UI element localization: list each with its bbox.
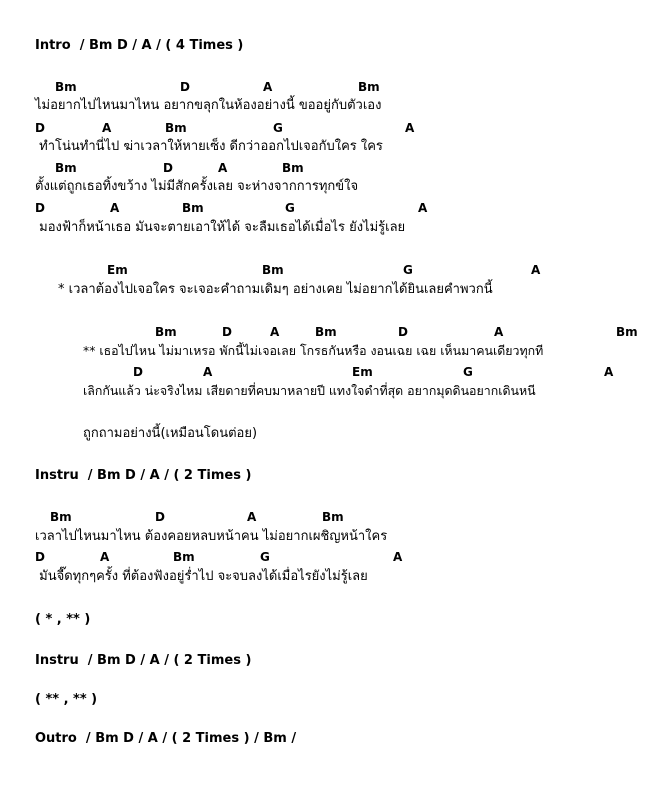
- chord: A: [218, 161, 228, 175]
- chord: Bm: [50, 510, 72, 524]
- chord: D: [180, 80, 190, 94]
- chord: Bm: [358, 80, 380, 94]
- chord: A: [102, 121, 112, 135]
- repeat-marker: ( * , ** ): [35, 612, 91, 627]
- chord: Bm: [155, 325, 177, 339]
- chord: A: [604, 365, 614, 379]
- lyric-line: ไม่อยากไปไหนมาไหน อยากขลุกในห้องอย่างนี้ ขออยู่กับตัวเอง: [35, 98, 382, 113]
- lyric-line: มันจี๊ดทุกๆครั้ง ที่ต้องฟังอยู่ร่ำไป จะจบลงได้เมื่อไรยังไม่รู้เลย: [35, 569, 368, 584]
- lyric-line: เวลาไปไหนมาไหน ต้องคอยหลบหน้าคน ไม่อยากเผชิญหน้าใคร: [35, 529, 388, 544]
- chord: D: [163, 161, 173, 175]
- chord: A: [110, 201, 120, 215]
- chord: G: [463, 365, 473, 379]
- chord: Em: [107, 263, 128, 277]
- outro-line: Outro / Bm D / A / ( 2 Times ) / Bm /: [35, 731, 297, 746]
- chord: D: [133, 365, 143, 379]
- chord: D: [155, 510, 165, 524]
- chord: G: [403, 263, 413, 277]
- chord: A: [393, 550, 403, 564]
- chord: Bm: [282, 161, 304, 175]
- lyric-line: ทำโน่นทำนี่ไป ฆ่าเวลาให้หายเซ็ง ดีกว่าออกไปเจอกับใคร ใคร: [35, 139, 383, 154]
- chord: G: [273, 121, 283, 135]
- chord: D: [398, 325, 408, 339]
- lyric-line: * เวลาต้องไปเจอใคร จะเจอะคำถามเดิมๆ อย่างเคย ไม่อยากได้ยินเลยคำพวกนี้: [58, 282, 493, 297]
- chord: Bm: [315, 325, 337, 339]
- chord: Bm: [165, 121, 187, 135]
- chord: A: [405, 121, 415, 135]
- chord: Bm: [322, 510, 344, 524]
- chord: A: [263, 80, 273, 94]
- chord: D: [35, 201, 45, 215]
- chord: A: [418, 201, 428, 215]
- chord: A: [531, 263, 541, 277]
- chord: A: [247, 510, 257, 524]
- lyric-line: ** เธอไปไหน ไม่มาเหรอ พักนี้ไม่เจอเลย โกรธกันหรือ งอนเฉย เฉย เห็นมาคนเดียวทุกที: [83, 343, 544, 358]
- chord: Bm: [616, 325, 638, 339]
- repeat-marker: ( ** , ** ): [35, 692, 98, 707]
- intro-line: Intro / Bm D / A / ( 4 Times ): [35, 38, 244, 53]
- instru-line: Instru / Bm D / A / ( 2 Times ): [35, 468, 252, 483]
- chord: A: [203, 365, 213, 379]
- chord: G: [285, 201, 295, 215]
- instru-line: Instru / Bm D / A / ( 2 Times ): [35, 653, 252, 668]
- chord: Bm: [55, 80, 77, 94]
- chord: Bm: [262, 263, 284, 277]
- lyric-line: ถูกถามอย่างนี้(เหมือนโดนต่อย): [83, 426, 258, 441]
- lyric-line: มองฟ้าก็หน้าเธอ มันจะตายเอาให้ได้ จะลืมเธอได้เมื่อไร ยังไม่รู้เลย: [35, 220, 406, 235]
- chord: A: [270, 325, 280, 339]
- lyric-line: ตั้งแต่ถูกเธอทิ้งขว้าง ไม่มีสักครั้งเลย จะห่างจากการทุกข์ใจ: [35, 179, 359, 194]
- chord: A: [494, 325, 504, 339]
- chord: D: [222, 325, 232, 339]
- chord: D: [35, 550, 45, 564]
- lyric-line: เลิกกันแล้ว น่ะจริงไหม เสียดายที่คบมาหลายปี แทงใจดำที่สุด อยากมุดดินอยากเดินหนี: [83, 383, 536, 398]
- chord: Bm: [173, 550, 195, 564]
- chord: Bm: [182, 201, 204, 215]
- chord: A: [100, 550, 110, 564]
- chord: Em: [352, 365, 373, 379]
- chord: Bm: [55, 161, 77, 175]
- chord: G: [260, 550, 270, 564]
- chord: D: [35, 121, 45, 135]
